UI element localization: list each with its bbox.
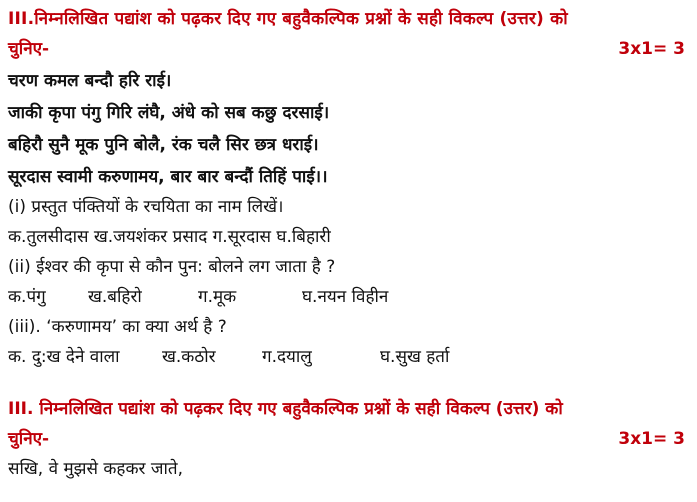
q3-option-b: ख.कठोर	[162, 347, 216, 367]
question-1: (i) प्रस्तुत पंक्तियों के रचयिता का नाम लिखें।	[8, 197, 284, 217]
section1-heading-line2: चुनिए-	[8, 39, 50, 59]
question-1-options: क.तुलसीदास ख.जयशंकर प्रसाद ग.सूरदास घ.बिहारी	[8, 227, 331, 247]
question-2: (ii) ईश्वर की कृपा से कौन पुन: बोलने लग जाता है ?	[8, 257, 336, 277]
q3-option-c: ग.दयालु	[262, 347, 312, 367]
q3-option-d: घ.सुख हर्ता	[380, 347, 450, 367]
section2-first-line: सखि, वे मुझसे कहकर जाते,	[8, 459, 183, 479]
q2-option-b: ख.बहिरो	[88, 287, 142, 307]
section2-heading-line1: III. निम्नलिखित पद्यांश को पढ़कर दिए गए बहुवैकल्पिक प्रश्नों के सही विकल्प (उत्तर) को	[8, 399, 563, 419]
q3-option-a: क. दु:ख देने वाला	[8, 347, 120, 367]
section2-heading-line2: चुनिए-	[8, 429, 50, 449]
poem-line-1: चरण कमल बन्दौ हरि राई।	[8, 71, 172, 91]
section1-score: 3x1= 3	[618, 39, 685, 59]
q2-option-d: घ.नयन विहीन	[302, 287, 389, 307]
poem-line-4: सूरदास स्वामी करुणामय, बार बार बन्दौं तिहिं पाई।।	[8, 167, 328, 187]
question-3-options	[8, 346, 449, 368]
section1-heading-line1: III.निम्नलिखित पद्यांश को पढ़कर दिए गए बहुवैकल्पिक प्रश्नों के सही विकल्प (उत्तर) को	[8, 9, 568, 29]
poem-line-2: जाकी कृपा पंगु गिरि लंघै, अंधे को सब कछु दरसाई।	[8, 103, 330, 123]
q2-option-c: ग.मूक	[198, 287, 237, 307]
poem-line-3: बहिरौ सुनै मूक पुनि बोलै, रंक चलै सिर छत्र धराई।	[8, 135, 319, 155]
section2-score: 3x1= 3	[618, 429, 685, 449]
q2-option-a: क.पंगु	[8, 287, 46, 307]
question-2-options	[8, 286, 388, 308]
question-3: (iii). ‘करुणामय’ का क्या अर्थ है ?	[8, 317, 227, 337]
